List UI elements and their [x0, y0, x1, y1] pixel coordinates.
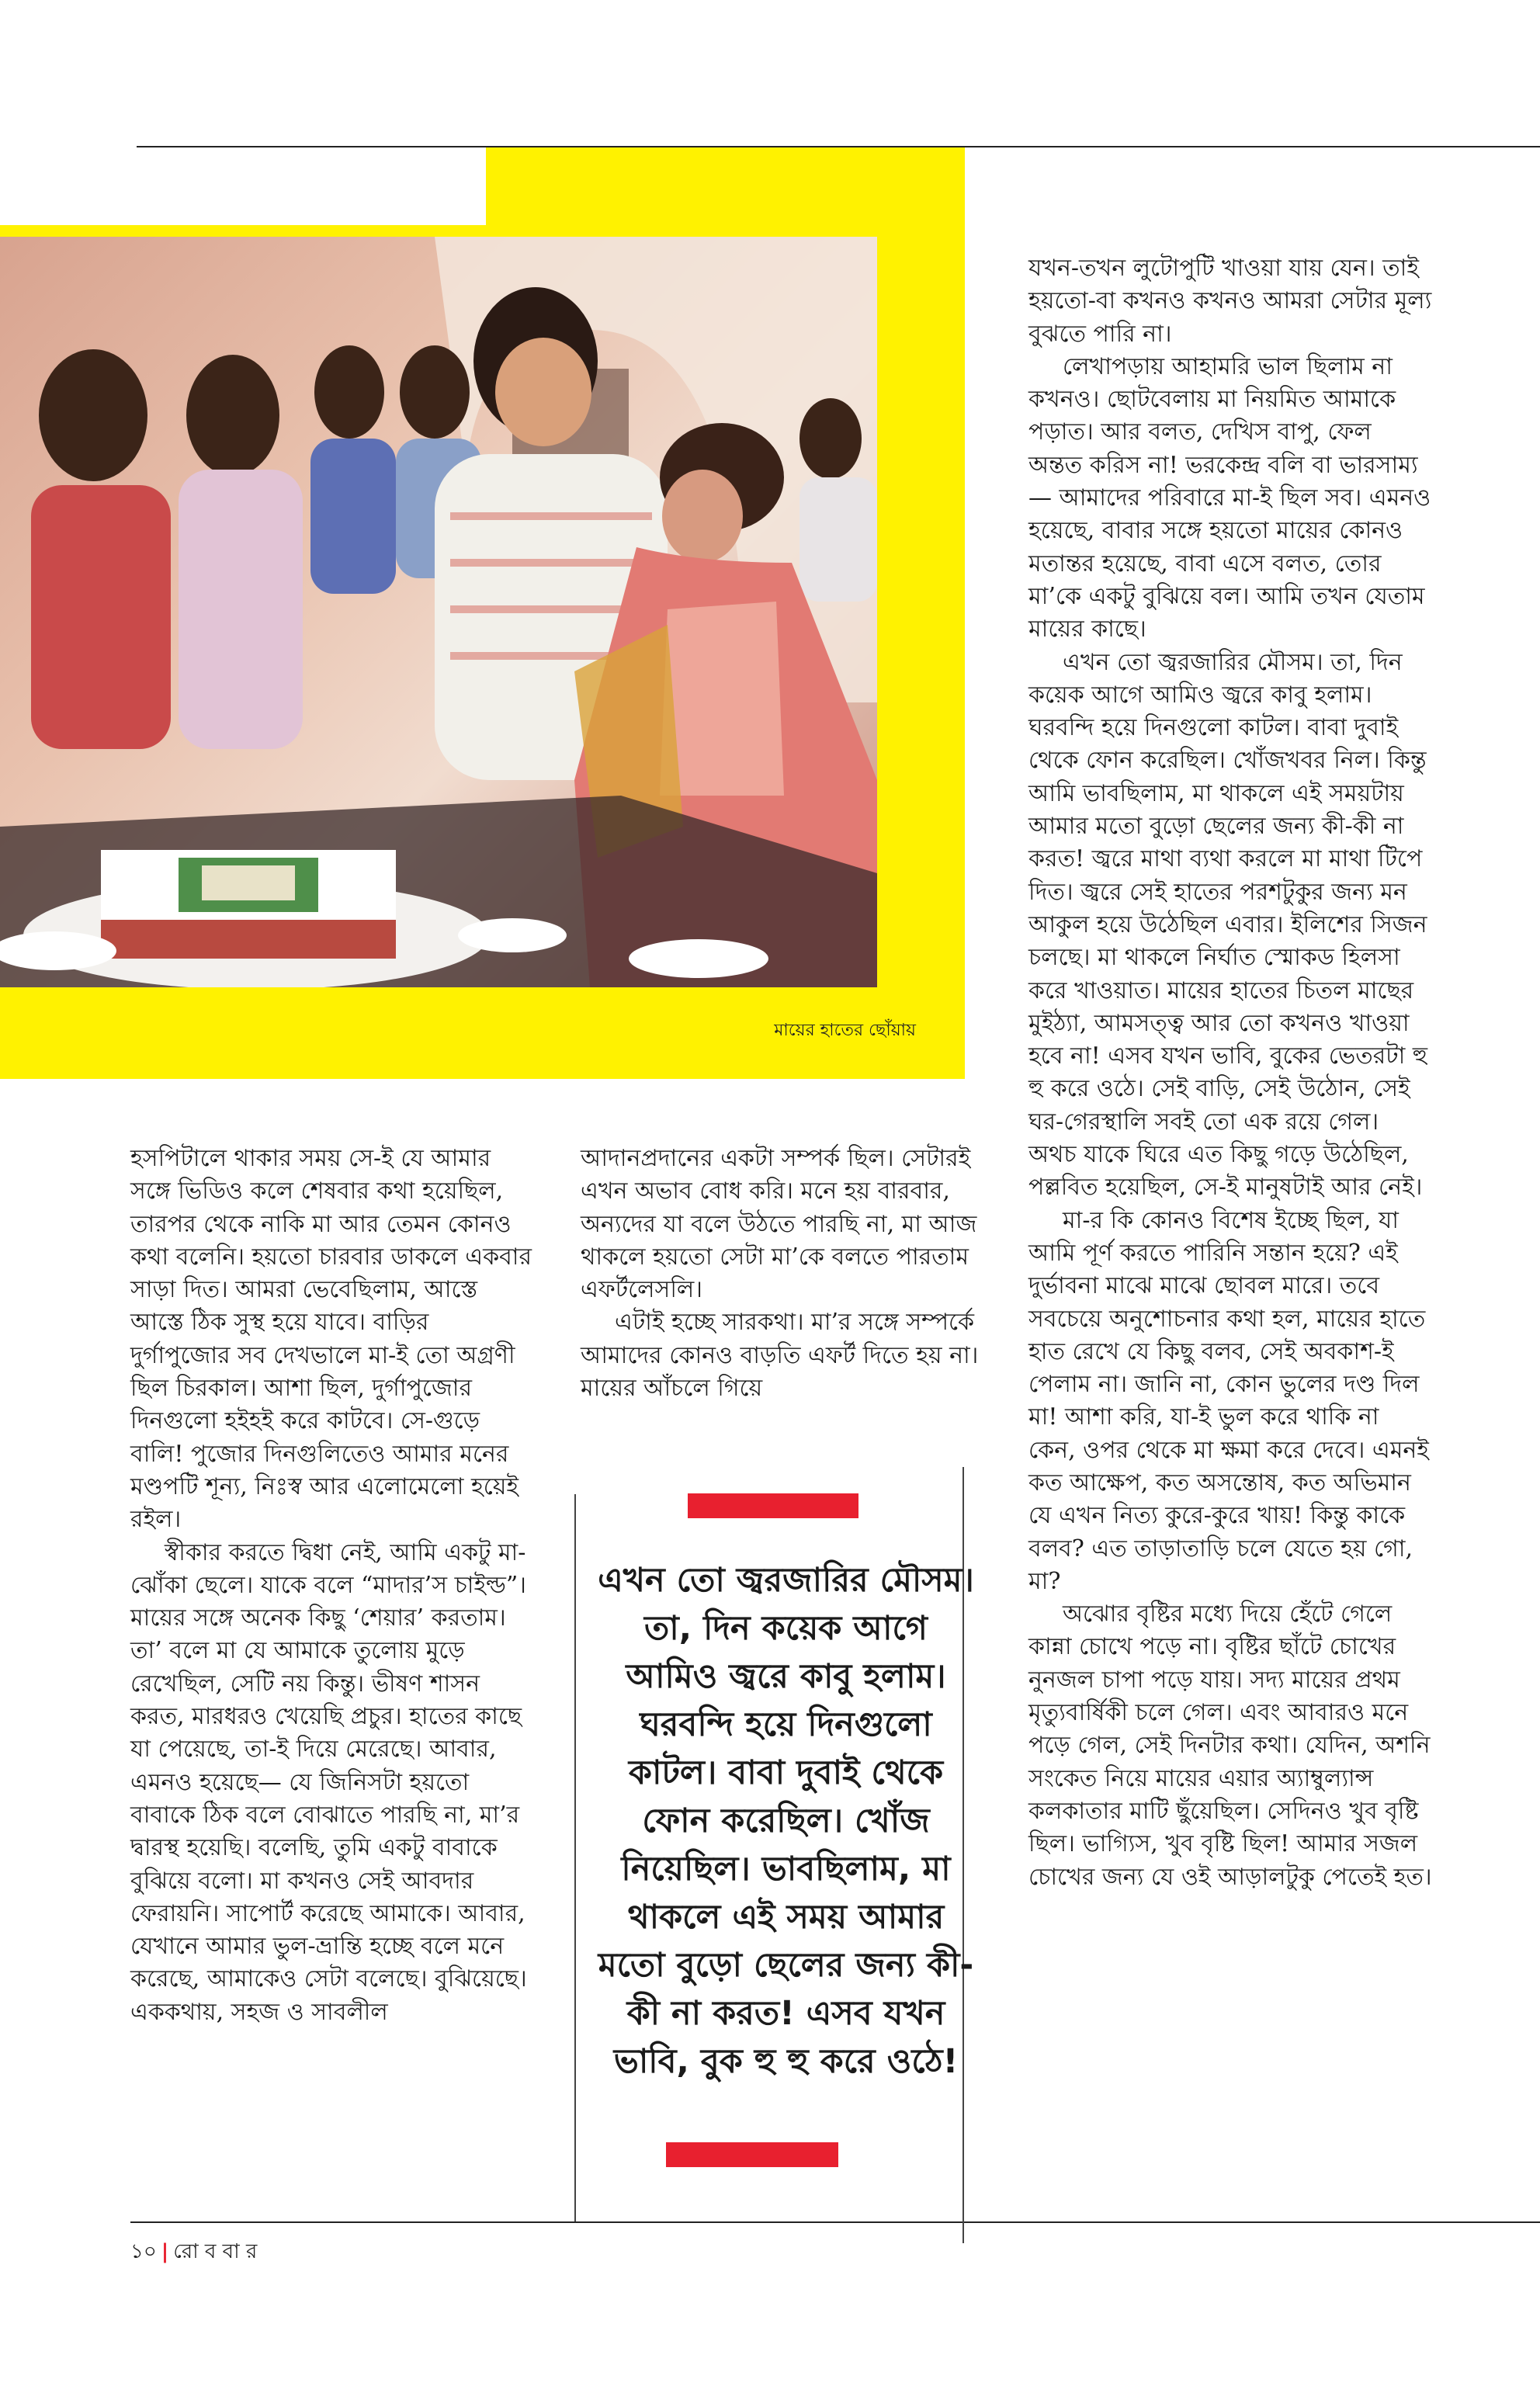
footer-separator: |: [161, 2240, 169, 2263]
paragraph: হসপিটালে থাকার সময় সে-ই যে আমার সঙ্গে ভিডিও কলে শেষবার কথা হয়েছিল, তারপর থেকে নাকি মা আর তেমন কোনও কথা বলেনি। হয়তো চারবার ডাকলে একবার সাড়া দিত। আমরা ভেবেছিলাম, আস্তে আস্তে ঠিক সুস্থ হয়ে যাবে। বাড়ির দুর্গাপুজোর সব দেখভালে মা-ই তো অগ্রণী ছিল চিরকাল। আশা ছিল, দুর্গাপুজোর দিনগুলো হইহই করে কাটবে। সে-গুড়ে বালি! পুজোর দিনগুলিতেও আমার মনের মণ্ডপটি শূন্য, নিঃস্ব আর এলোমেলো হয়েই রইল।: [130, 1145, 532, 1534]
pull-quote-bottom-bar: [666, 2142, 838, 2167]
paragraph: স্বীকার করতে দ্বিধা নেই, আমি একটু মা-ঝোঁকা ছেলে। যাকে বলে “মাদার’স চাইল্ড”। মায়ের সঙ্গে অনেক কিছু ‘শেয়ার’ করতাম। তা’ বলে মা যে আমাকে তুলোয় মুড়ে রেখেছিল, সেটি নয় কিন্তু। ভীষণ শাসন করত, মারধরও খেয়েছি প্রচুর। হাতের কাছে যা পেয়েছে, তা-ই দিয়ে মেরেছে। আবার, এমনও হয়েছে— যে জিনিসটা হয়তো বাবাকে ঠিক বলে বোঝাতে পারছি না, মা’র দ্বারস্থ হয়েছি। বলেছি, তুমি একটু বাবাকে বুঝিয়ে বলো। মা কখনও সেই আবদার ফেরায়নি। সাপোর্ট করেছে আমাকে। আবার, যেখানে আমার ভুল-ভ্রান্তি হচ্ছে বলে মনে করেছে, আমাকেও সেটা বলেছে। বুঝিয়েছে। এককথায়, সহজ ও সাবলীল: [130, 1538, 527, 2026]
paragraph: অঝোর বৃষ্টির মধ্যে দিয়ে হেঁটে গেলে কান্না চোখে পড়ে না। বৃষ্টির ছাঁটে চোখের নুনজল চাপা পড়ে যায়। সদ্য মায়ের প্রথম মৃত্যুবার্ষিকী চলে গেল। এবং আবারও মনে পড়ে গেল, সেই দিনটার কথা। যেদিন, অশনি সংকেত নিয়ে মায়ের এয়ার অ্যাম্বুল্যান্স কলকাতার মাটি ছুঁয়েছিল। সেদিনও খুব বৃষ্টি ছিল। ভাগ্যিস, খুব বৃষ্টি ছিল! আমার সজল চোখের জন্য যে ওই আড়ালটুকু পেতেই হত।: [1028, 1601, 1432, 1891]
paragraph: আদানপ্রদানের একটা সম্পর্ক ছিল। সেটারই এখন অভাব বোধ করি। মনে হয় বারবার, অন্যদের যা বলে উঠতে পারছি না, মা আজ থাকলে হয়তো সেটা মা’কে বলতে পারতাম এফর্টলেসলি।: [581, 1145, 977, 1304]
paragraph: এটাই হচ্ছে সারকথা। মা’র সঙ্গে সম্পর্কে আমাদের কোনও বাড়তি এফর্ট দিতে হয় না। মায়ের আঁচলে গিয়ে: [581, 1309, 979, 1403]
article-column-2: [581, 1143, 984, 1405]
paragraph: যখন-তখন লুটোপুটি খাওয়া যায় যেন। তাই হয়তো-বা কখনও কখনও আমরা সেটার মূল্য বুঝতে পারি না।: [1028, 255, 1432, 348]
page-number: ১০: [130, 2240, 157, 2263]
photo-caption: মায়ের হাতের ছোঁয়ায়: [774, 1021, 916, 1040]
paragraph: এখন তো জ্বরজারির মৌসম। তা, দিন কয়েক আগে আমিও জ্বরে কাবু হলাম। ঘরবন্দি হয়ে দিনগুলো কাটল। বাবা দুবাই থেকে ফোন করেছিল। খোঁজখবর নিল। কিন্তু আমি ভাবছিলাম, মা থাকলে এই সময়টায় আমার মতো বুড়ো ছেলের জন্য কী-কী না করত! জ্বরে মাথা ব্যথা করলে মা মাথা টিপে দিত। জ্বরে সেই হাতের পরশটুকুর জন্য মন আকুল হয়ে উঠেছিল এবার। ইলিশের সিজন চলছে। মা থাকলে নির্ঘাত স্মোকড হিলসা করে খাওয়াত। মায়ের হাতের চিতল মাছের মুইঠ্যা, আমসত্ত্ব আর তো কখনও খাওয়া হবে না! এসব যখন ভাবি, বুকের ভেতরটা হু হু করে ওঠে। সেই বাড়ি, সেই উঠোন, সেই ঘর-গেরস্থালি সবই তো এক রয়ে গেল। অথচ যাকে ঘিরে এত কিছু গড়ে উঠেছিল, পল্লবিত হয়েছিল, সে-ই মানুষটাই আর নেই।: [1028, 648, 1428, 1202]
yellow-accent-block: [486, 147, 965, 225]
bottom-rule: [130, 2221, 1540, 2223]
magazine-name: রো ব বা র: [173, 2240, 258, 2263]
column-divider-left: [574, 1494, 576, 2221]
article-column-3: [1028, 252, 1432, 1894]
photo-illustration: [0, 237, 877, 987]
paragraph: মা-র কি কোনও বিশেষ ইচ্ছে ছিল, যা আমি পূর্ণ করতে পারিনি সন্তান হয়ে? এই দুর্ভাবনা মাঝে মাঝে ছোবল মারে। তবে সবচেয়ে অনুশোচনার কথা হল, মায়ের হাতে হাত রেখে যে কিছু বলব, সেই অবকাশ-ই পেলাম না। জানি না, কোন ভুলের দণ্ড দিল মা! আশা করি, যা-ই ভুল করে থাকি না কেন, ওপর থেকে মা ক্ষমা করে দেবে। এমনই কত আক্ষেপ, কত অসন্তোষ, কত অভিমান যে এখন নিত্য কুরে-কুরে খায়! কিন্তু কাকে বলব? এত তাড়াতাড়ি চলে যেতে হয় গো, মা?: [1028, 1206, 1429, 1595]
article-column-1: [130, 1143, 534, 2029]
page-footer: [130, 2235, 257, 2270]
pull-quote-top-bar: [688, 1493, 858, 1518]
pull-quote: এখন তো জ্বরজারির মৌসম। তা, দিন কয়েক আগে আমিও জ্বরে কাবু হলাম। ঘরবন্দি হয়ে দিনগুলো কাটল। বাবা দুবাই থেকে ফোন করেছিল। খোঁজ নিয়েছিল। ভাবছিলাম, মা থাকলে এই সময় আমার মতো বুড়ো ছেলের জন্য কী-কী না করত! এসব যখন ভাবি, বুক হু হু করে ওঠে!: [598, 1561, 974, 2081]
paragraph: লেখাপড়ায় আহামরি ভাল ছিলাম না কখনও। ছোটবেলায় মা নিয়মিত আমাকে পড়াত। আর বলত, দেখিস বাপু, ফেল অন্তত করিস না! ভরকেন্দ্র বলি বা ভারসাম্য— আমাদের পরিবারে মা-ই ছিল সব। এমনও হয়েছে, বাবার সঙ্গে হয়তো মায়ের কোনও মতান্তর হয়েছে, বাবা এসে বলত, তোর মা’কে একটু বুঝিয়ে বল। আমি তখন যেতাম মায়ের কাছে।: [1028, 352, 1431, 643]
party-photo: [0, 237, 877, 987]
